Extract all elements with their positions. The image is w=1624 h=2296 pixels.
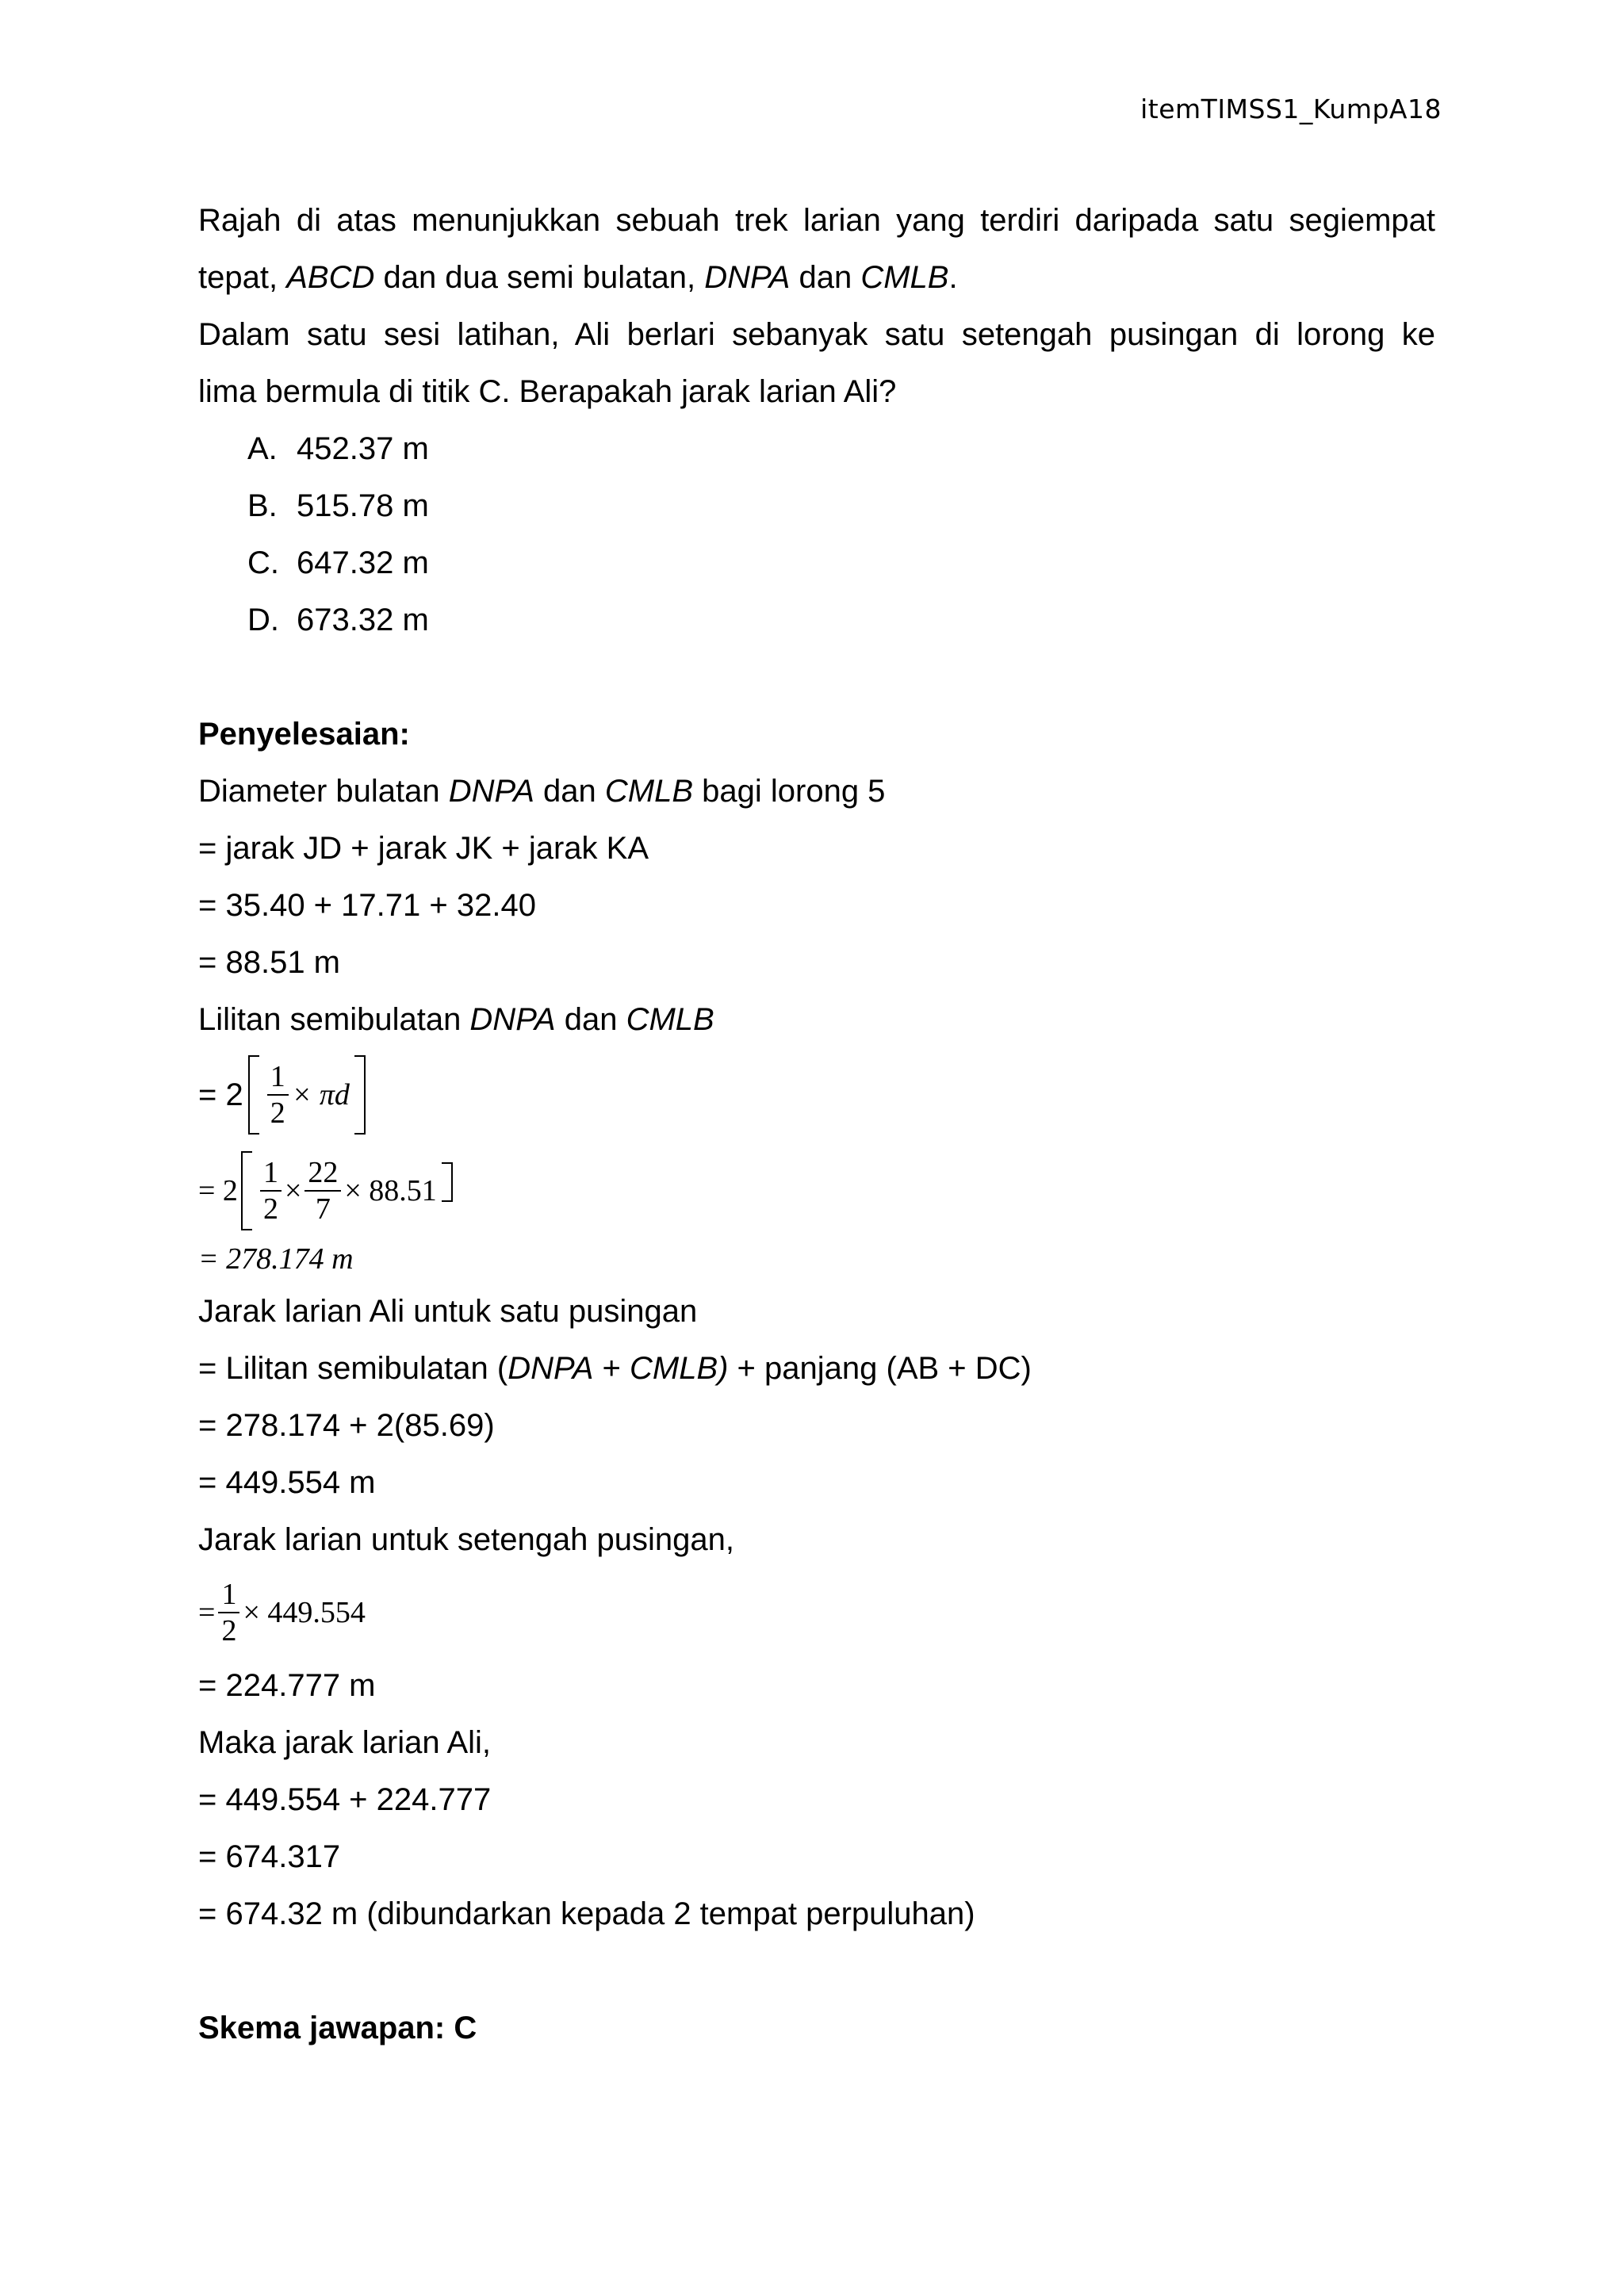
denominator: 2: [270, 1096, 285, 1130]
right-bracket: [442, 1162, 453, 1202]
semicircle-label: DNPA: [448, 774, 534, 809]
semicircle-label: CMLB: [604, 774, 694, 809]
question-text: tepat,: [198, 260, 287, 295]
equation-half-lap: [198, 1568, 1435, 1657]
equation-term: × 449.554: [243, 1596, 366, 1629]
question-text: .: [948, 260, 958, 295]
solution-text: Lilitan semibulatan: [198, 1002, 470, 1037]
solution-line-9: = 449.554 m: [198, 1465, 376, 1500]
left-bracket: [248, 1055, 259, 1135]
solution-line-12: Maka jarak larian Ali,: [198, 1725, 492, 1760]
document-code: itemTIMSS1_KumpA18: [1140, 94, 1442, 124]
solution-text: = Lilitan semibulatan (: [198, 1351, 508, 1386]
semicircle-label: DNPA: [469, 1002, 556, 1037]
solution-text: + panjang (AB + DC): [728, 1351, 1032, 1386]
solution-line-13: = 449.554 + 224.777: [198, 1782, 492, 1817]
rectangle-label: ABCD: [286, 260, 375, 295]
spacer: [198, 649, 1435, 706]
right-bracket: [354, 1055, 366, 1135]
question-line-1: Rajah di atas menunjukkan sebuah trek larian yang terdiri daripada satu segiempat: [198, 203, 1435, 238]
semicircle-label: DNPA: [704, 260, 791, 295]
solution-line-5: [198, 991, 1435, 1048]
solution-text: +: [593, 1351, 630, 1386]
solution-line-8: = 278.174 + 2(85.69): [198, 1408, 495, 1443]
solution-text: bagi lorong 5: [693, 774, 886, 809]
question-line-2: [198, 249, 1435, 306]
equation-term: × 88.51: [344, 1174, 437, 1207]
fraction-half: [218, 1578, 239, 1647]
denominator: 7: [315, 1192, 331, 1226]
option-text: 515.78 m: [297, 488, 429, 523]
option-letter: A.: [247, 431, 278, 466]
equation-prefix: =: [198, 1596, 216, 1629]
semicircle-label: CMLB: [626, 1002, 714, 1037]
solution-line-6: Jarak larian Ali untuk satu pusingan: [198, 1294, 698, 1329]
semicircle-label: DNPA: [508, 1351, 594, 1386]
solution-line-10: Jarak larian untuk setengah pusingan,: [198, 1522, 735, 1557]
semicircle-label: CMLB: [860, 260, 949, 295]
solution-line-4: = 88.51 m: [198, 945, 341, 980]
fraction-half: [260, 1157, 282, 1225]
option-c: [198, 534, 1435, 591]
option-text: 673.32 m: [297, 603, 429, 637]
semicircle-label: CMLB): [629, 1351, 729, 1386]
denominator: 2: [262, 1192, 278, 1226]
multiply-sign: ×: [284, 1174, 302, 1207]
question-text: dan: [790, 260, 861, 295]
equation-circumference-formula: [198, 1048, 1435, 1142]
solution-text: Diameter bulatan: [198, 774, 449, 809]
option-text: 452.37 m: [297, 431, 429, 466]
option-b: [198, 477, 1435, 534]
solution-line-7: [198, 1340, 1435, 1397]
numerator: 1: [260, 1157, 282, 1192]
solution-line-3: = 35.40 + 17.71 + 32.40: [198, 888, 536, 923]
left-bracket: [241, 1151, 252, 1230]
bracket-group: [241, 1151, 453, 1230]
solution-line-15: = 674.32 m (dibundarkan kepada 2 tempat perpuluhan): [198, 1896, 975, 1931]
solution-line-2: = jarak JD + jarak JK + jarak KA: [198, 831, 649, 866]
question-line-3: Dalam satu sesi latihan, Ali berlari sebanyak satu setengah pusingan di lorong ke: [198, 317, 1435, 352]
equation-substitution: [198, 1146, 1435, 1235]
solution-text: dan: [555, 1002, 626, 1037]
numerator: 1: [267, 1061, 289, 1096]
equation-result: = 278.174 m: [198, 1242, 354, 1276]
solution-heading: Penyelesaian:: [198, 717, 410, 752]
spacer: [198, 1942, 1435, 1999]
solution-text: dan: [534, 774, 605, 809]
document-body: [198, 192, 1435, 2057]
option-letter: B.: [247, 488, 278, 523]
option-a: [198, 420, 1435, 477]
fraction-half: [267, 1061, 289, 1129]
denominator: 2: [221, 1614, 237, 1647]
answer-scheme: Skema jawapan: C: [198, 2011, 477, 2045]
option-d: [198, 591, 1435, 649]
option-text: 647.32 m: [297, 545, 429, 580]
equation-term: × πd: [291, 1078, 350, 1112]
question-text: dan dua semi bulatan,: [374, 260, 705, 295]
numerator: 1: [218, 1578, 239, 1613]
equation-prefix: = 2: [198, 1077, 243, 1112]
numerator: 22: [304, 1157, 341, 1192]
question-line-4: lima bermula di titik C. Berapakah jarak larian Ali?: [198, 374, 897, 409]
option-letter: C.: [247, 545, 279, 580]
bracket-group: [248, 1055, 366, 1135]
equation-prefix: = 2: [198, 1174, 238, 1207]
solution-line-1: [198, 763, 1435, 820]
fraction-pi: [304, 1157, 341, 1225]
option-letter: D.: [247, 603, 279, 637]
solution-line-11: = 224.777 m: [198, 1668, 376, 1703]
solution-line-14: = 674.317: [198, 1839, 341, 1874]
